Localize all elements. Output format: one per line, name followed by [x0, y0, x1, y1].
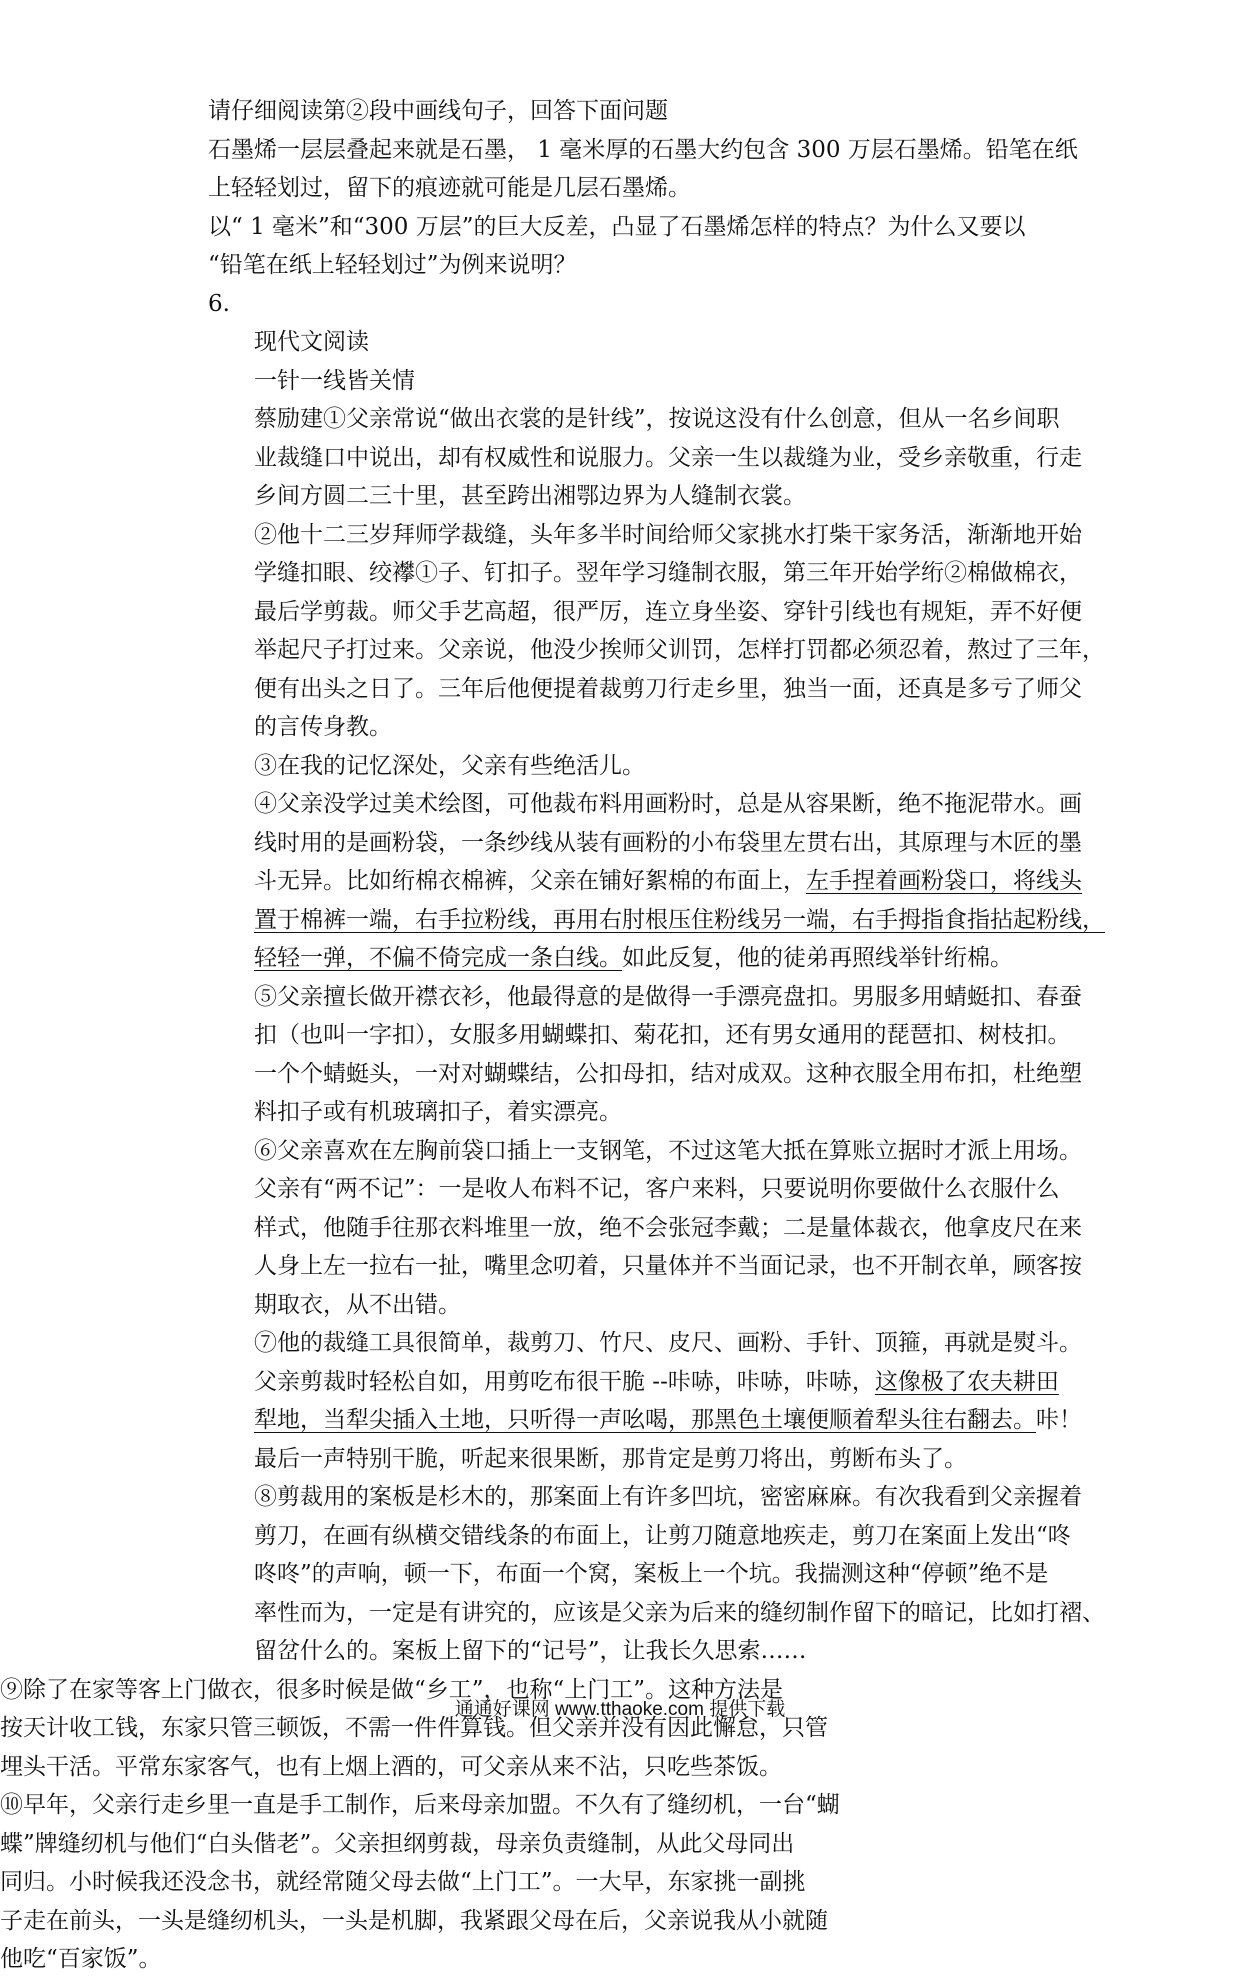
paragraph-line: 咚咚”的声响，顿一下，布面一个窝，案板上一个坑。我揣测这种“停顿”绝不是 [254, 1561, 1049, 1587]
paragraph-line: 最后学剪裁。师父手艺高超，很严厉，连立身坐姿、穿针引线也有规矩，弄不好便 [254, 598, 1082, 625]
paragraph-line: ④父亲没学过美术绘图，可他裁布料用画粉时，总是从容果断，绝不拖泥带水。画 [254, 791, 1082, 817]
paragraph-line: ⑤父亲擅长做开襟衣衫，他最得意的是做得一手漂亮盘扣。男服多用蜻蜓扣、春蚕 [254, 983, 1082, 1010]
question-line: 以“ 1 毫米”和“300 万层”的巨大反差，凸显了石墨烯怎样的特点？为什么又要以 [208, 213, 1026, 240]
paragraph-line: ②他十二三岁拜师学裁缝，头年多半时间给师父家挑水打柴干家务活，渐渐地开始 [254, 521, 1082, 548]
paragraph-text: 父亲剪裁时轻松自如，用剪吃布很干脆 --咔哧，咔哧，咔哧， [254, 1368, 875, 1395]
paragraph-line: 同归。小时候我还没念书，就经常随父母去做“上门工”。一大早，东家挑一副挑 [0, 1869, 806, 1895]
paragraph-line [254, 1363, 1059, 1402]
paragraph-line: ⑧剪裁用的案板是杉木的，那案面上有许多凹坑，密密麻麻。有次我看到父亲握着 [254, 1484, 1082, 1510]
paragraph-line: 的言传身教。 [254, 714, 392, 740]
paragraph-line: 业裁缝口中说出，却有权威性和说服力。父亲一生以裁缝为业，受乡亲敬重，行走 [254, 444, 1082, 471]
paragraph-line: 留岔什么的。案板上留下的“记号”，让我长久思索…… [254, 1638, 807, 1664]
paragraph-line: 线时用的是画粉袋，一条纱线从装有画粉的小布袋里左贯右出，其原理与木匠的墨 [254, 829, 1082, 856]
question-prompt: 请仔细阅读第②段中画线句子，回答下面问题 [208, 98, 668, 124]
underlined-sentence: 这像极了农夫耕田 [874, 1368, 1059, 1395]
paragraph-line: 剪刀，在画有纵横交错线条的布面上，让剪刀随意地疾走，剪刀在案面上发出“咚 [254, 1522, 1071, 1549]
paragraph-line: 按天计收工钱，东家只管三顿饭，不需一件件算钱。但父亲并没有因此懈怠，只管 [0, 1715, 828, 1741]
paragraph-line: 期取衣，从不出错。 [254, 1291, 461, 1318]
paragraph-line: 扣（也叫一字扣），女服多用蝴蝶扣、菊花扣，还有男女通用的琵琶扣、树枝扣。 [254, 1022, 1071, 1048]
section-heading: 现代文阅读 [254, 329, 369, 355]
paragraph-line: 子走在前头，一头是缝纫机头，一头是机脚，我紧跟父母在后，父亲说我从小就随 [0, 1907, 828, 1934]
paragraph-line: 学缝扣眼、绞襻①子、钉扣子。翌年学习缝制衣服，第三年开始学绗②棉做棉衣， [254, 560, 1082, 586]
paragraph-line [254, 939, 1013, 978]
paragraph-line: 父亲有“两不记”：一是收人布料不记，客户来料，只要说明你要做什么衣服什么 [254, 1176, 1060, 1202]
paragraph-line: ③在我的记忆深处，父亲有些绝活儿。 [254, 752, 645, 779]
paragraph-text: 斗无异。比如绗棉衣棉裤，父亲在铺好絮棉的布面上， [254, 868, 806, 894]
underlined-sentence: 轻轻一弹，不偏不倚完成一条白线。 [254, 945, 622, 971]
paragraph-line: 率性而为，一定是有讲究的，应该是父亲为后来的缝纫制作留下的暗记，比如打褶、 [254, 1599, 1105, 1626]
paragraph-line: 一个个蜻蜓头，一对对蝴蝶结，公扣母扣，结对成双。这种衣服全用布扣，杜绝塑 [254, 1060, 1082, 1087]
paragraph-line: 他吃“百家饭”。 [0, 1946, 162, 1972]
paragraph-line: 蝶”牌缝纫机与他们“白头偕老”。父亲担纲剪裁，母亲负责缝制，从此父母同出 [0, 1830, 795, 1857]
paragraph-line: 乡间方圆二三十里，甚至跨出湘鄂边界为人缝制衣裳。 [254, 483, 806, 509]
paragraph-text: 咔！ [1036, 1407, 1082, 1433]
paragraph-line: 便有出头之日了。三年后他便提着裁剪刀行走乡里，独当一面，还真是多亏了师父 [254, 675, 1082, 702]
paragraph-line: 最后一声特别干脆，听起来很果断，那肯定是剪刀将出，剪断布头了。 [254, 1445, 967, 1472]
quote-line: 石墨烯一层层叠起来就是石墨， 1 毫米厚的石墨大约包含 300 万层石墨烯。铅笔在纸 [208, 136, 1078, 163]
paragraph-line: ⑨除了在家等客上门做衣，很多时候是做“乡工”，也称“上门工”。这种方法是 [0, 1676, 784, 1703]
underlined-sentence: 左手捏着画粉袋口，将线头 [806, 868, 1082, 894]
paragraph-text: 如此反复，他的徒弟再照线举针绗棉。 [622, 945, 1013, 971]
paragraph-line [254, 862, 1082, 901]
paragraph-line: 蔡励建①父亲常说“做出衣裳的是针线”，按说这没有什么创意，但从一名乡间职 [254, 406, 1060, 432]
question-number: 6. [208, 290, 230, 317]
paragraph-line: 料扣子或有机玻璃扣子，着实漂亮。 [254, 1099, 622, 1125]
paragraph-line: ⑦他的裁缝工具很简单，裁剪刀、竹尺、皮尺、画粉、手针、顶箍，再就是熨斗。 [254, 1330, 1082, 1356]
paragraph-line [254, 1401, 1082, 1440]
paragraph-line: 样式，他随手往那衣料堆里一放，绝不会张冠李戴；二是量体裁衣，他拿皮尺在来 [254, 1214, 1082, 1241]
article-title: 一针一线皆关情 [254, 367, 415, 394]
paragraph-line: 举起尺子打过来。父亲说，他没少挨师父训罚，怎样打罚都必须忍着，熬过了三年， [254, 637, 1105, 663]
underlined-sentence: 犁地，当犁尖插入土地，只听得一声吆喝，那黑色土壤便顺着犁头往右翻去。 [254, 1407, 1036, 1433]
paragraph-line: 人身上左一拉右一扯，嘴里念叨着，只量体并不当面记录，也不开制衣单，顾客按 [254, 1253, 1082, 1279]
paragraph-line: 埋头干活。平常东家客气，也有上烟上酒的，可父亲从来不沾，只吃些茶饭。 [0, 1753, 782, 1780]
question-line: “铅笔在纸上轻轻划过”为例来说明？ [208, 252, 577, 278]
paragraph-line: ⑩早年，父亲行走乡里一直是手工制作，后来母亲加盟。不久有了缝纫机，一台“蝴 [0, 1792, 840, 1818]
quote-line: 上轻轻划过，留下的痕迹就可能是几层石墨烯。 [208, 175, 691, 201]
page-footer: 通通好课网 www.tthaoke.com 提供下载 [454, 1699, 786, 1720]
underlined-sentence: 置于棉裤一端，右手拉粉线，再用右肘根压住粉线另一端，右手拇指食指拈起粉线， [254, 906, 1105, 933]
paragraph-line: ⑥父亲喜欢在左胸前袋口插上一支钢笔，不过这笔大抵在算账立据时才派上用场。 [254, 1137, 1082, 1164]
